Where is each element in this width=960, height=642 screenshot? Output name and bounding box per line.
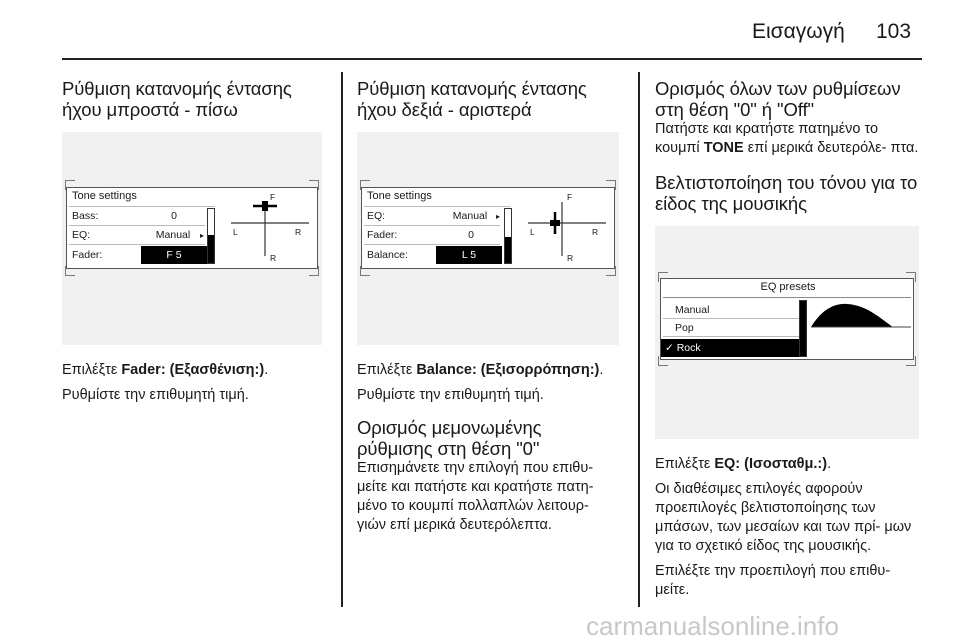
instruction-select-balance: Επιλέξτε Balance: (Εξισορρόπηση:). — [357, 362, 604, 378]
screen-title: Tone settings — [72, 190, 137, 202]
column-3 — [655, 78, 923, 600]
column-2 — [357, 78, 621, 535]
preset-pop: Pop — [675, 322, 694, 334]
instruction-reset-single: Επισημάνετε την επιλογή που επιθυ- μείτε και πατήστε και κρατήστε πατη- μένο το κουμπί πολλαπλών λειτουρ- γιών επί μερικά δευτερόλεπτα. — [357, 460, 594, 533]
instruction-reset-all: Πατήστε και κρατήστε πατημένο το κουμπί TONE επί μερικά δευτερόλε- πτα. — [655, 121, 919, 156]
instruction-select-preset: Επιλέξτε την προεπιλογή που επιθυ- μείτε. — [655, 563, 891, 598]
preset-manual: Manual — [675, 304, 710, 316]
screen-title: EQ presets — [760, 281, 816, 293]
section-heading-fader: Ρύθμιση κατανομής έντασης ήχου μπροστά - πίσω — [62, 78, 292, 120]
figure-eq-presets-screen — [655, 226, 919, 439]
column-divider-1 — [341, 72, 343, 607]
selected-value-balance: L 5 — [436, 246, 502, 264]
instruction-adjust-fader: Ρυθμίστε την επιθυμητή τιμή. — [62, 387, 249, 403]
instruction-select-eq: Επιλέξτε EQ: (Ισοσταθμ.:). — [655, 456, 832, 472]
row-label-eq: EQ: — [367, 210, 386, 222]
row-label-eq: EQ: — [72, 229, 91, 241]
section-heading-reset-single: Ορισμός μεμονωμένης ρύθμισης στη θέση "0" — [357, 417, 542, 459]
label-left: L — [233, 227, 238, 237]
watermark: carmanualsonline.info — [586, 611, 839, 641]
label-rear: R — [270, 253, 277, 263]
instruction-adjust-balance: Ρυθμίστε την επιθυμητή τιμή. — [357, 387, 544, 403]
label-front: F — [270, 192, 276, 202]
eq-curve-icon — [811, 301, 911, 329]
tone-settings-screen — [66, 187, 318, 269]
scrollbar — [799, 300, 807, 357]
scrollbar — [207, 208, 215, 264]
label-right: R — [295, 227, 302, 237]
instruction-select-fader: Επιλέξτε Fader: (Εξασθένιση:). — [62, 362, 269, 378]
tone-settings-screen-2 — [361, 187, 615, 269]
label-right: R — [592, 227, 599, 237]
row-value-bass: 0 — [171, 210, 177, 222]
arrow-right-icon: ▸ — [200, 231, 205, 240]
column-1 — [62, 78, 326, 405]
arrow-right-icon: ▸ — [496, 212, 501, 221]
selected-value-fader: F 5 — [141, 246, 207, 264]
section-heading-reset-all: Ορισμός όλων των ρυθμίσεων στη θέση "0" ή "Off" — [655, 78, 901, 120]
label-left: L — [530, 227, 535, 237]
preset-rock-selected: ✓ Rock — [661, 339, 799, 357]
label-rear: R — [567, 253, 574, 263]
screen-title: Tone settings — [367, 190, 432, 202]
column-divider-2 — [638, 72, 640, 607]
header-rule — [62, 58, 922, 60]
figure-fader-screen — [62, 132, 322, 345]
row-label-fader: Fader: — [367, 229, 398, 241]
row-value-eq: Manual — [452, 210, 488, 222]
section-heading-balance: Ρύθμιση κατανομής έντασης ήχου δεξιά - αριστερά — [357, 78, 587, 120]
label-front: F — [567, 192, 573, 202]
row-value-eq: Manual — [155, 229, 191, 241]
row-label-bass: Bass: — [72, 210, 99, 222]
row-label-balance: Balance: — [367, 249, 408, 261]
page-number: 103 — [876, 20, 912, 43]
row-label-fader: Fader: — [72, 249, 103, 261]
eq-presets-screen — [660, 278, 914, 360]
figure-balance-screen — [357, 132, 619, 345]
section-heading-eq: Βελτιστοποίηση του τόνου για το είδος της μουσικής — [655, 172, 918, 214]
eq-options-description: Οι διαθέσιμες επιλογές αφορούν προεπιλογές βελτιστοποίησης των μπάσων, των μεσαίων και των πρί- μων για το σχετικό είδος της μουσικής. — [655, 481, 912, 554]
scrollbar — [504, 208, 512, 264]
page-header — [0, 0, 960, 62]
chapter-title: Εισαγωγή — [752, 20, 845, 43]
row-value-fader: 0 — [468, 229, 474, 241]
